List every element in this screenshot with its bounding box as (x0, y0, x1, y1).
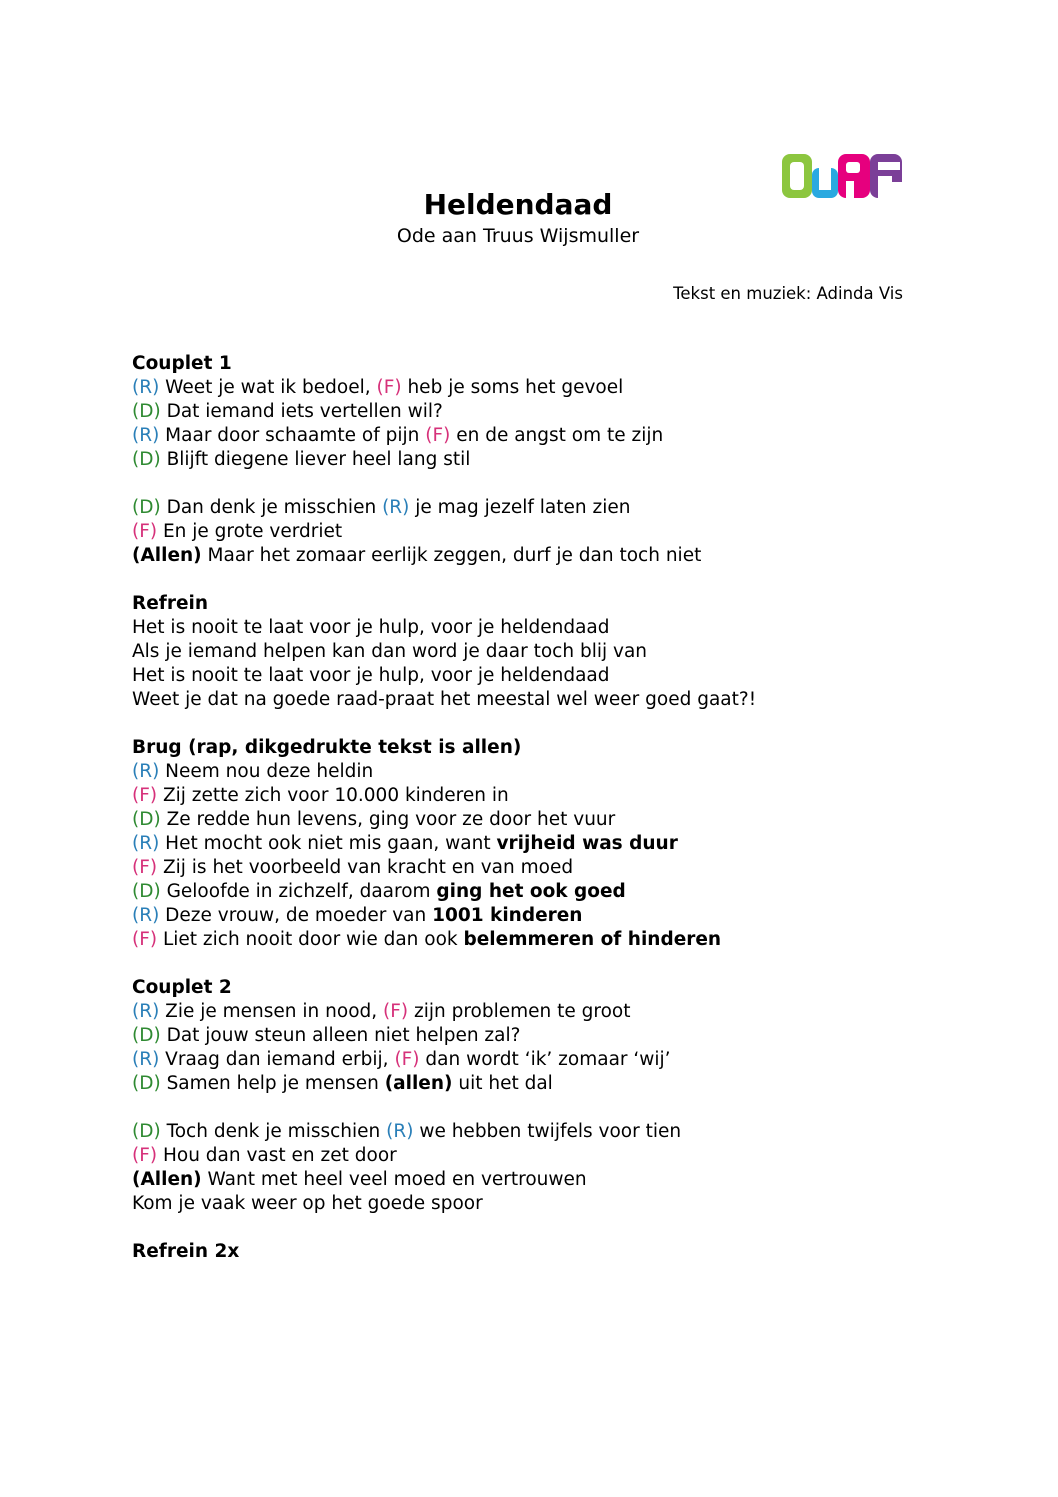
lyric-text: Hou dan vast en zet door (157, 1145, 397, 1166)
section-heading-couplet-1: Couplet 1 (132, 353, 232, 374)
lyric-line (132, 1168, 952, 1192)
singer-f: (F) (132, 1145, 158, 1166)
lyric-line (132, 928, 952, 952)
lyric-text: Samen help je mensen (160, 1073, 385, 1094)
credit-line: Tekst en muziek: Adinda Vis (673, 284, 903, 303)
singer-f: (F) (376, 377, 402, 398)
lyric-line: Weet je dat na goede raad-praat het meestal wel weer goed gaat?! (132, 689, 757, 710)
lyric-text: Geloofde in zichzelf, daarom (160, 881, 437, 902)
lyric-text: Dan denk je misschien (160, 497, 383, 518)
singer-f: (F) (383, 1001, 409, 1022)
lyric-text: Vraag dan iemand erbij, (159, 1049, 395, 1070)
section-heading-refrein: Refrein (132, 593, 209, 614)
lyric-text: Het mocht ook niet mis gaan, want (159, 833, 497, 854)
lyric-bold-text: belemmeren of hinderen (463, 929, 722, 950)
lyric-line (132, 856, 952, 880)
lyric-line (132, 544, 952, 568)
lyric-line (132, 1024, 952, 1048)
lyric-text: Zie je mensen in nood, (159, 1001, 384, 1022)
lyric-line (132, 808, 952, 832)
singer-f: (F) (132, 857, 158, 878)
lyric-text: Zij zette zich voor 10.000 kinderen in (157, 785, 509, 806)
lyric-line: Het is nooit te laat voor je hulp, voor je heldendaad (132, 617, 610, 638)
lyric-text: Neem nou deze heldin (159, 761, 374, 782)
lyric-text: en de angst om te zijn (450, 425, 664, 446)
singer-r: (R) (132, 905, 160, 926)
lyric-line (132, 448, 952, 472)
singer-allen: (Allen) (132, 1169, 202, 1190)
lyric-line (132, 424, 952, 448)
lyric-text: Zij is het voorbeeld van kracht en van moed (157, 857, 574, 878)
lyric-text: je mag jezelf laten zien (409, 497, 631, 518)
lyric-line: Kom je vaak weer op het goede spoor (132, 1193, 483, 1214)
singer-d: (D) (132, 1073, 161, 1094)
lyric-text: Liet zich nooit door wie dan ook (157, 929, 464, 950)
lyric-line (132, 760, 952, 784)
singer-r: (R) (382, 497, 410, 518)
song-title: Heldendaad (423, 188, 613, 221)
singer-d: (D) (132, 497, 161, 518)
lyric-line (132, 376, 952, 400)
singer-d: (D) (132, 401, 161, 422)
singer-r: (R) (132, 377, 160, 398)
lyric-text: Blijft diegene liever heel lang stil (160, 449, 471, 470)
lyric-text: En je grote verdriet (157, 521, 343, 542)
lyric-text: Toch denk je misschien (160, 1121, 387, 1142)
lyric-text: Maar door schaamte of pijn (159, 425, 426, 446)
singer-d: (D) (132, 449, 161, 470)
singer-d: (D) (132, 881, 161, 902)
singer-allen: (Allen) (132, 545, 202, 566)
lyric-line (132, 1000, 952, 1024)
lyric-line (132, 784, 952, 808)
lyric-text: heb je soms het gevoel (401, 377, 624, 398)
lyric-bold-text: 1001 kinderen (432, 905, 583, 926)
lyric-text: Ze redde hun levens, ging voor ze door het vuur (160, 809, 616, 830)
lyric-bold-text: ging het ook goed (436, 881, 626, 902)
singer-r: (R) (132, 1049, 160, 1070)
lyric-text: uit het dal (452, 1073, 553, 1094)
lyric-text: Dat iemand iets vertellen wil? (160, 401, 443, 422)
singer-r: (R) (132, 833, 160, 854)
lyric-text: Maar het zomaar eerlijk zeggen, durf je dan toch niet (201, 545, 702, 566)
lyric-bold-text: vrijheid was duur (496, 833, 678, 854)
section-heading-refrein-2x: Refrein 2x (132, 1241, 240, 1262)
singer-d: (D) (132, 1121, 161, 1142)
lyric-line (132, 1144, 952, 1168)
singer-r: (R) (132, 1001, 160, 1022)
singer-r: (R) (386, 1121, 414, 1142)
lyric-line (132, 880, 952, 904)
lyric-line (132, 1072, 952, 1096)
lyric-line (132, 1048, 952, 1072)
singer-f: (F) (394, 1049, 420, 1070)
lyric-text: Want met heel veel moed en vertrouwen (201, 1169, 587, 1190)
lyric-text: Dat jouw steun alleen niet helpen zal? (160, 1025, 521, 1046)
song-subtitle: Ode aan Truus Wijsmuller (396, 225, 640, 247)
lyric-line: Het is nooit te laat voor je hulp, voor je heldendaad (132, 665, 610, 686)
lyric-text: we hebben twijfels voor tien (413, 1121, 682, 1142)
singer-r: (R) (132, 425, 160, 446)
lyric-line (132, 904, 952, 928)
singer-f: (F) (132, 785, 158, 806)
singer-f: (F) (425, 425, 451, 446)
lyric-text: zijn problemen te groot (408, 1001, 631, 1022)
lyric-text: Deze vrouw, de moeder van (159, 905, 433, 926)
singer-d: (D) (132, 1025, 161, 1046)
lyric-text: dan wordt ‘ik’ zomaar ‘wij’ (419, 1049, 671, 1070)
section-heading-couplet-2: Couplet 2 (132, 977, 232, 998)
lyric-line (132, 1120, 952, 1144)
lyric-line (132, 496, 952, 520)
lyric-line (132, 520, 952, 544)
lyric-line (132, 832, 952, 856)
singer-f: (F) (132, 521, 158, 542)
lyric-text: Weet je wat ik bedoel, (159, 377, 377, 398)
singer-d: (D) (132, 809, 161, 830)
lyric-bold-text: (allen) (384, 1073, 453, 1094)
singer-f: (F) (132, 929, 158, 950)
lyric-line (132, 400, 952, 424)
lyric-line: Als je iemand helpen kan dan word je daar toch blij van (132, 641, 648, 662)
lyrics (132, 352, 952, 1264)
singer-r: (R) (132, 761, 160, 782)
section-heading-brug: Brug (rap, dikgedrukte tekst is allen) (132, 737, 522, 758)
